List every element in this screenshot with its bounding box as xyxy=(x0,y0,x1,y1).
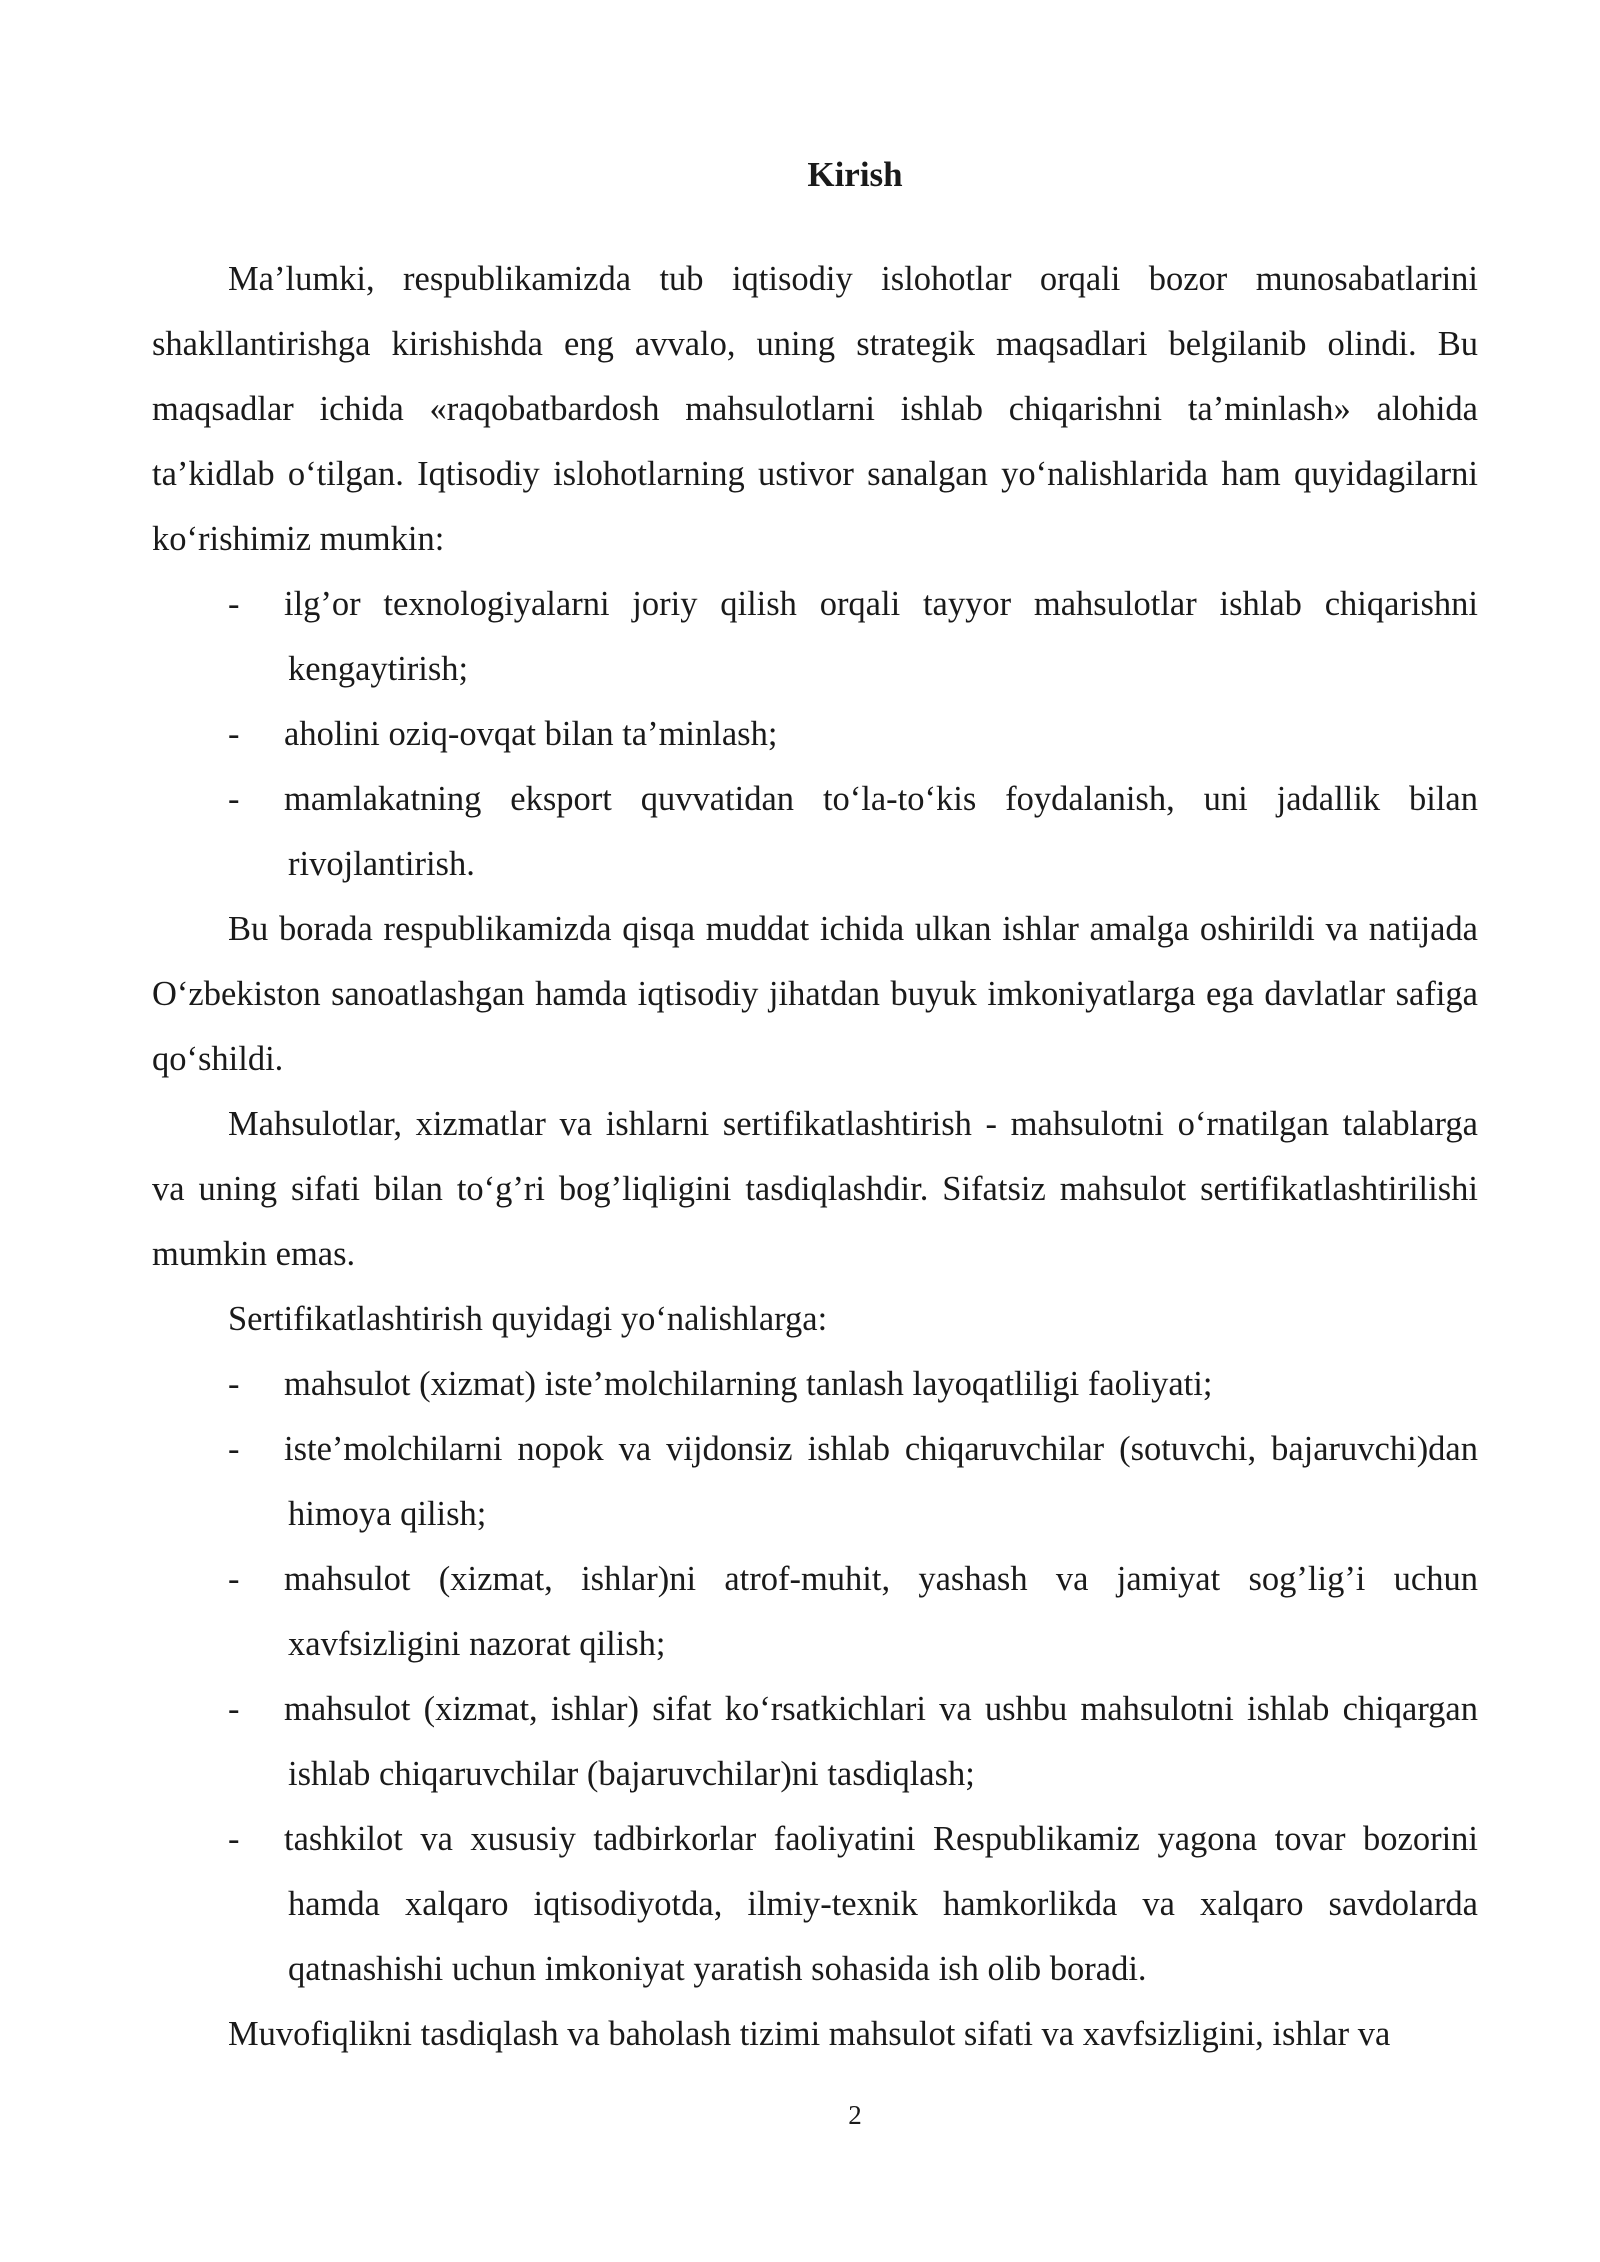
document-body xyxy=(152,247,1478,2067)
list-item-text: aholini oziq-ovqat bilan ta’minlash; xyxy=(284,715,778,753)
list-item xyxy=(152,1677,1478,1807)
list-item xyxy=(152,702,1478,767)
list-item-text: tashkilot va xususiy tadbirkorlar faoliyatini Respublikamiz yagona tovar bozorini hamda xalqaro iqtisodiyotda, ilmiy-texnik hamkorlikda va xalqaro savdolarda qatnashishi uchun imkoniyat yaratish sohasida ish olib boradi. xyxy=(284,1820,1478,1988)
priority-directions-list xyxy=(152,572,1478,897)
list-item-text: iste’molchilarni nopok va vijdonsiz ishlab chiqaruvchilar (sotuvchi, bajaruvchi)dan himoya qilish; xyxy=(284,1430,1478,1533)
list-item xyxy=(152,1807,1478,2002)
list-item-text: mahsulot (xizmat) iste’molchilarning tanlash layoqatliligi faoliyati; xyxy=(284,1365,1213,1403)
list-dash: - xyxy=(228,1365,240,1403)
list-item-text: ilg’or texnologiyalarni joriy qilish orqali tayyor mahsulotlar ishlab chiqarishni kengaytirish; xyxy=(284,585,1478,688)
list-item xyxy=(152,572,1478,702)
list-item xyxy=(152,1417,1478,1547)
page-title: Kirish xyxy=(807,155,903,194)
list-item-text: mahsulot (xizmat, ishlar) sifat ko‘rsatkichlari va ushbu mahsulotni ishlab chiqargan ishlab chiqaruvchilar (bajaruvchilar)ni tasdiqlash; xyxy=(284,1690,1478,1793)
list-item-text: mahsulot (xizmat, ishlar)ni atrof-muhit, yashash va jamiyat sog’lig’i uchun xavfsizligini nazorat qilish; xyxy=(284,1560,1478,1663)
paragraph-conformity: Muvofiqlikni tasdiqlash va baholash tizimi mahsulot sifati va xavfsizligini, ishlar va xyxy=(228,2015,1391,2053)
list-dash: - xyxy=(228,1820,240,1858)
list-item xyxy=(152,767,1478,897)
paragraph-certification-directions: Sertifikatlashtirish quyidagi yo‘nalishlarga: xyxy=(228,1300,828,1338)
paragraph-intro: Ma’lumki, respublikamizda tub iqtisodiy islohotlar orqali bozor munosabatlarini shakllantirishga kirishishda eng avvalo, uning strategik maqsadlari belgilanib olindi. Bu maqsadlar ichida «raqobatbardosh mahsulotlarni ishlab chiqarishni ta’minlash» alohida ta’kidlab o‘tilgan. Iqtisodiy islohotlarning ustivor sanalgan yo‘nalishlarida ham quyidagilarni ko‘rishimiz mumkin: xyxy=(152,260,1478,558)
certification-directions-list xyxy=(152,1352,1478,2002)
paragraph-certification-definition: Mahsulotlar, xizmatlar va ishlarni sertifikatlashtirish - mahsulotni o‘rnatilgan talablarga va uning sifati bilan to‘g’ri bog’liqligini tasdiqlashdir. Sifatsiz mahsulot sertifikatlashtirilishi mumkin emas. xyxy=(152,1105,1478,1273)
paragraph-achievements: Bu borada respublikamizda qisqa muddat ichida ulkan ishlar amalga oshirildi va natijada O‘zbekiston sanoatlashgan hamda iqtisodiy jihatdan buyuk imkoniyatlarga ega davlatlar safiga qo‘shildi. xyxy=(152,910,1478,1078)
list-dash: - xyxy=(228,715,240,753)
list-dash: - xyxy=(228,1430,240,1468)
list-dash: - xyxy=(228,1690,240,1728)
list-dash: - xyxy=(228,1560,240,1598)
list-item-text: mamlakatning eksport quvvatidan to‘la-to‘kis foydalanish, uni jadallik bilan rivojlantirish. xyxy=(284,780,1478,883)
list-item xyxy=(152,1352,1478,1417)
list-dash: - xyxy=(228,780,240,818)
page-number: 2 xyxy=(848,2100,862,2130)
list-dash: - xyxy=(228,585,240,623)
list-item xyxy=(152,1547,1478,1677)
